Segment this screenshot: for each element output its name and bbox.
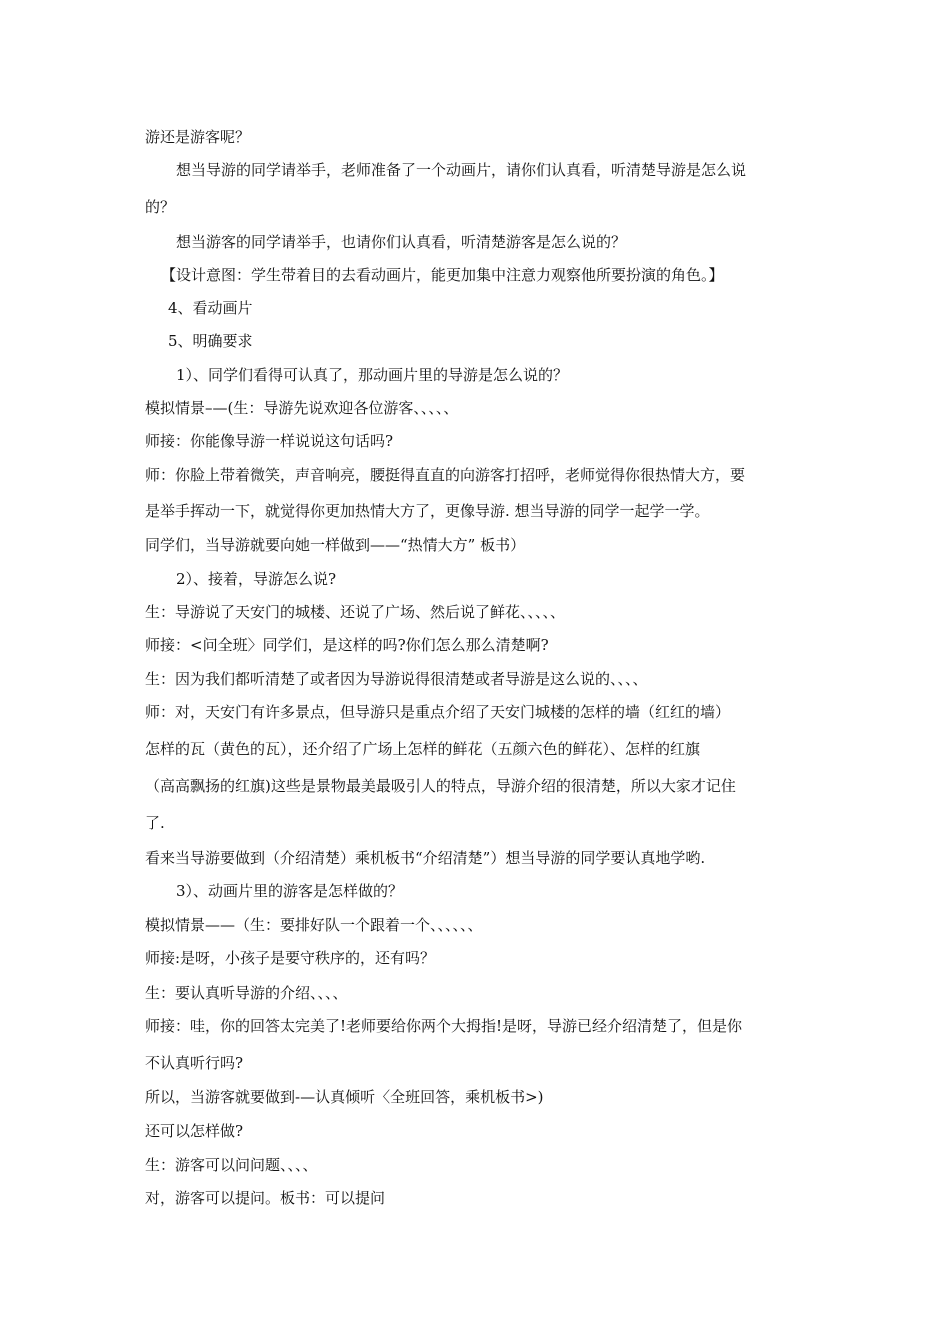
text-line: 模拟情景–—(生：导游先说欢迎各位游客、、、、、	[145, 399, 459, 417]
design-intent-note: 【设计意图：学生带着目的去看动画片，能更加集中注意力观察他所要扮演的角色。】	[161, 266, 724, 284]
step-heading: 4、看动画片	[168, 299, 253, 317]
text-line: 生：要认真听导游的介绍、、、、	[145, 984, 348, 1002]
text-line: 怎样的瓦（黄色的瓦），还介绍了广场上怎样的鲜花（五颜六色的鲜花）、怎样的红旗	[145, 740, 701, 758]
text-line: 的？	[145, 198, 176, 216]
sub-step-heading: 2）、接着，导游怎么说?	[176, 570, 337, 588]
text-line: 是举手挥动一下，就觉得你更加热情大方了，更像导游. 想当导游的同学一起学一学。	[145, 502, 710, 520]
text-line: 模拟情景——（生：要排好队一个跟着一个、、、、、、	[145, 916, 483, 934]
text-line: 不认真听行吗?	[145, 1054, 244, 1072]
text-line: 想当导游的同学请举手，老师准备了一个动画片，请你们认真看，听清楚导游是怎么说	[176, 161, 747, 179]
text-line: （高高飘扬的红旗)这些是景物最美最吸引人的特点，导游介绍的很清楚，所以大家才记住	[145, 777, 736, 795]
text-line: 师接：你能像导游一样说说这句话吗?	[145, 432, 394, 450]
text-line: 同学们，当导游就要向她一样做到——“热情大方” 板书）	[145, 536, 526, 554]
text-line: 师接：哇，你的回答太完美了!老师要给你两个大拇指!是呀，导游已经介绍清楚了，但是你	[145, 1017, 743, 1035]
text-line: 看来当导游要做到（介绍清楚）乘机板书“介绍清楚”）想当导游的同学要认真地学哟.	[145, 849, 706, 867]
text-line: 所以，当游客就要做到-—认真倾听〈全班回答，乘机板书>)	[145, 1088, 544, 1106]
text-line: 生：游客可以问问题、、、、	[145, 1156, 318, 1174]
text-line: 还可以怎样做?	[145, 1122, 244, 1140]
sub-step-heading: 1）、同学们看得可认真了，那动画片里的导游是怎么说的？	[176, 366, 569, 384]
text-line: 师：对，天安门有许多景点，但导游只是重点介绍了天安门城楼的怎样的墙（红红的墙）	[145, 703, 731, 721]
step-heading: 5、明确要求	[168, 332, 253, 350]
text-line: 师：你脸上带着微笑，声音响亮，腰挺得直直的向游客打招呼，老师觉得你很热情大方，要	[145, 466, 746, 484]
text-line: 游还是游客呢？	[145, 128, 251, 146]
text-line: 生：导游说了天安门的城楼、还说了广场、然后说了鲜花、、、、、	[145, 603, 566, 621]
text-line: 师接:是呀，小孩子是要守秩序的，还有吗？	[145, 949, 436, 967]
text-line: 想当游客的同学请举手，也请你们认真看，听清楚游客是怎么说的？	[176, 233, 627, 251]
text-line: 师接：<问全班〉同学们，是这样的吗?你们怎么那么清楚啊?	[145, 636, 549, 654]
sub-step-heading: 3）、动画片里的游客是怎样做的？	[176, 882, 404, 900]
text-line: 生：因为我们都听清楚了或者因为导游说得很清楚或者导游是这么说的、、、、	[145, 670, 648, 688]
text-line: 对，游客可以提问。板书：可以提问	[145, 1189, 386, 1207]
text-line: 了.	[145, 814, 165, 832]
